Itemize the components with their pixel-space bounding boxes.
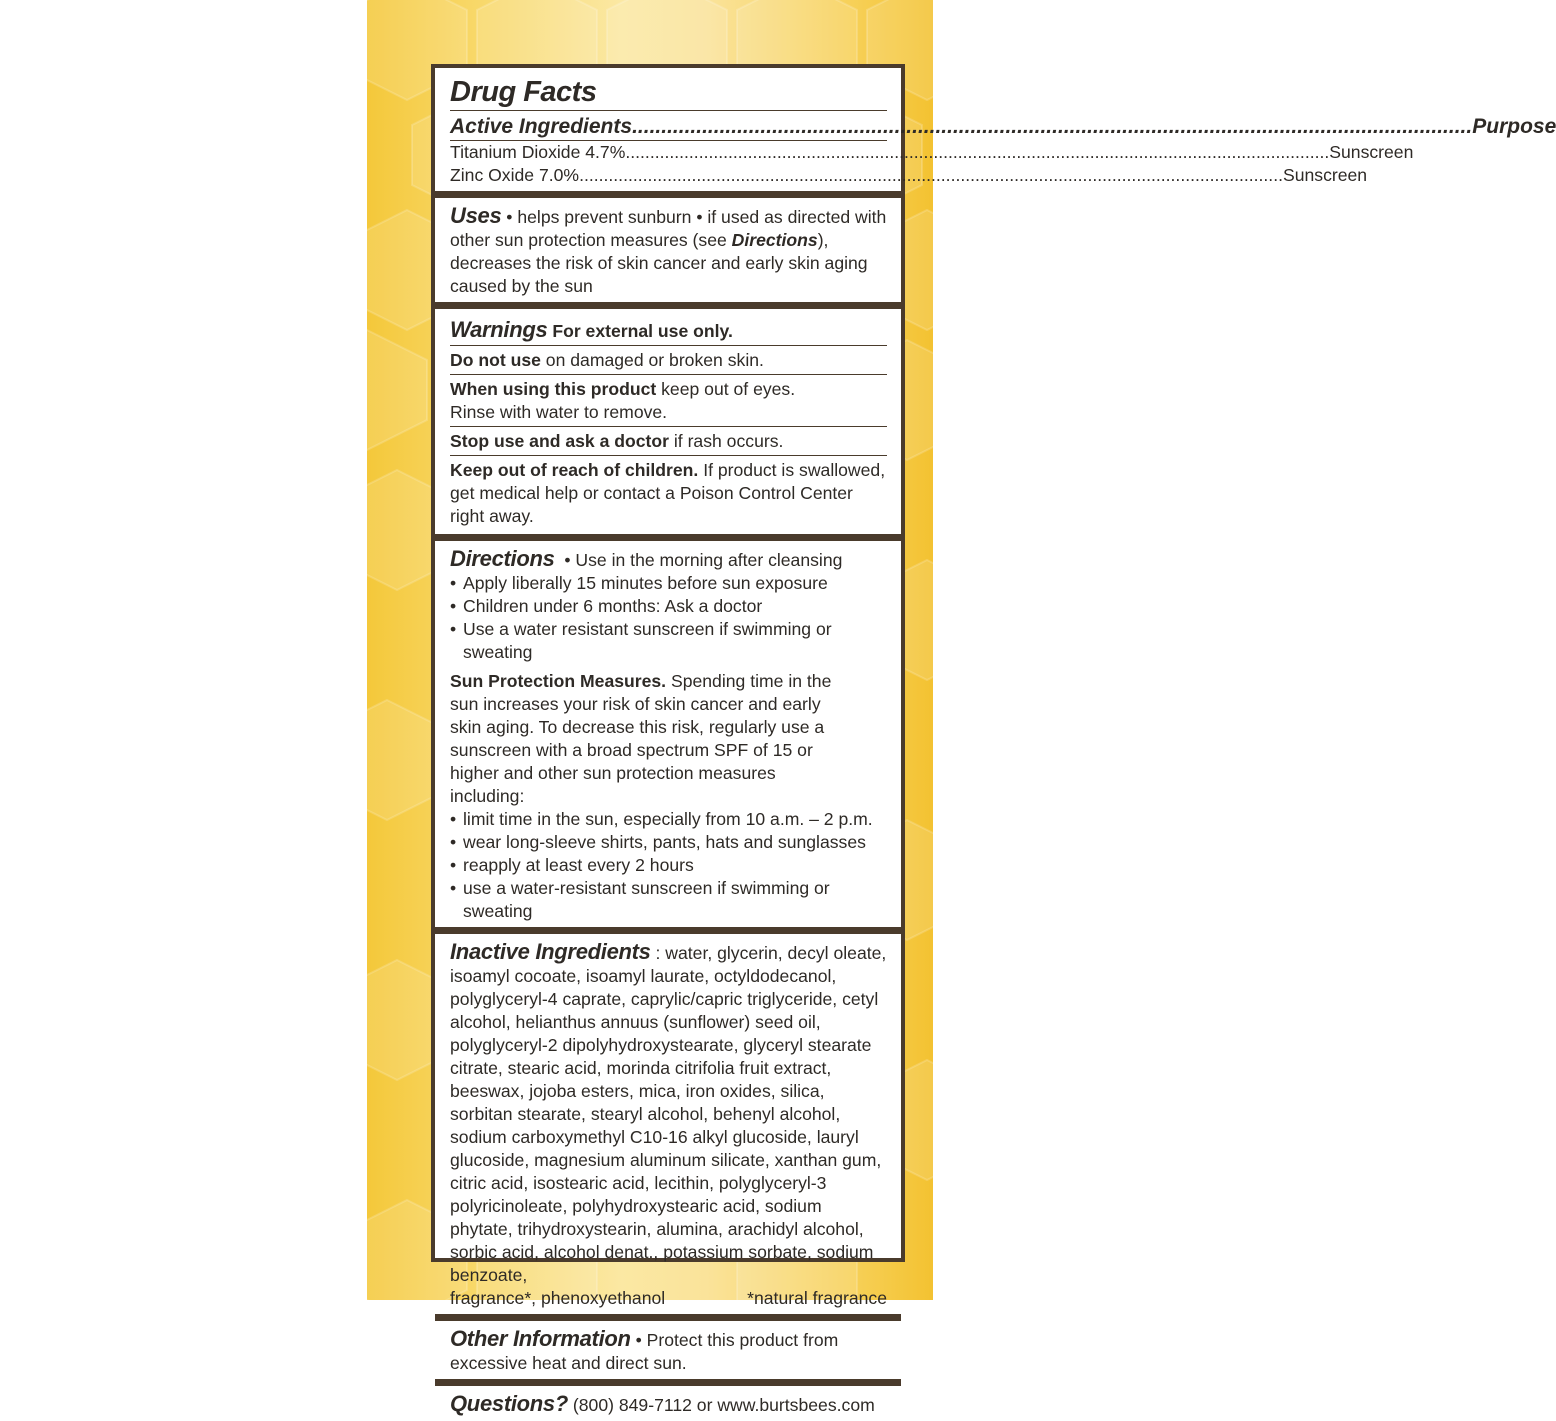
directions-list (450, 572, 887, 664)
spm-label: Sun Protection Measures. (450, 671, 667, 691)
rinse-text: Rinse with water to remove. (450, 402, 668, 422)
inactive-ingredients-section (435, 934, 901, 1321)
keep-out-label: Keep out of reach of children. (450, 460, 699, 480)
ingredient-name: Titanium Dioxide 4.7% (450, 142, 626, 162)
leader-dots (579, 164, 1283, 187)
other-text: • Protect this product from excessive heat and direct sun. (450, 1330, 839, 1373)
when-using-label: When using this product (450, 379, 657, 399)
natural-fragrance-note: *natural fragrance (747, 1288, 887, 1308)
directions-reference: Directions (731, 230, 818, 250)
keep-out-text: If product is swallowed, get medical help or contact a Poison Control Center right away. (450, 460, 886, 526)
active-ingredients-header (450, 111, 1556, 141)
stop-use-text: if rash occurs. (669, 431, 784, 451)
leader-dots (625, 141, 1329, 164)
when-using-text: keep out of eyes. (656, 379, 796, 399)
do-not-use-label: Do not use (450, 350, 541, 370)
inactive-heading: Inactive Ingredients (450, 939, 651, 964)
list-item: • limit time in the sun, especially from 10 a.m. – 2 p.m. (450, 808, 887, 831)
other-information-section (435, 1321, 901, 1386)
list-item: • reapply at least every 2 hours (450, 854, 887, 877)
stop-use-warning (450, 427, 887, 456)
leader-dots (632, 113, 1472, 140)
active-ingredients-heading: Active Ingredients (450, 115, 633, 138)
inactive-last-line (450, 1287, 887, 1310)
stop-use-label: Stop use and ask a doctor (450, 431, 669, 451)
active-ingredient-row (450, 164, 1368, 187)
spm-text: Spending time in the sun increases your risk of skin cancer and early skin aging. To decrease this risk, regularly use a sunscreen with a broad spectrum SPF of 15 or higher and other sun protection measures including: (450, 671, 832, 806)
ingredient-purpose: Sunscreen (1282, 165, 1368, 185)
questions-section (435, 1386, 901, 1421)
list-item: • Use a water resistant sunscreen if swimming or sweating (450, 618, 887, 664)
uses-text: • helps prevent sunburn • if used as directed with other sun protection measures (see (450, 207, 887, 250)
inactive-text: : water, glycerin, decyl oleate, isoamyl cocoate, isoamyl laurate, octyldodecanol, polyglyceryl-4 caprate, caprylic/capric triglyceride, cetyl alcohol, helianthus annuus (sunflower) seed oil, polyglyceryl-2 dipolyhydroxystearate, glyceryl stearate citrate, stearic acid, morinda citrifolia fruit extract, beeswax, jojoba esters, mica, iron oxides, silica, sorbitan stearate, stearyl alcohol, behenyl alcohol, sodium carboxymethyl C10-16 alkyl glucoside, lauryl glucoside, magnesium aluminum silicate, xanthan gum, citric acid, isostearic acid, lecithin, polyglyceryl-3 polyricinoleate, polyhydroxystearic acid, sodium phytate, trihydroxystearin, alumina, arachidyl alcohol, sorbic acid, alcohol denat., potassium sorbate, sodium benzoate, (450, 943, 887, 1285)
do-not-use-text: on damaged or broken skin. (540, 350, 764, 370)
warnings-section (435, 309, 901, 541)
sun-protection-measures (450, 670, 887, 808)
directions-section (435, 541, 901, 934)
list-item: • wear long-sleeve shirts, pants, hats and sunglasses (450, 831, 887, 854)
directions-header (450, 547, 887, 572)
drug-facts-title: Drug Facts (450, 70, 887, 111)
inactive-last: fragrance*, phenoxyethanol (450, 1288, 666, 1308)
purpose-heading: Purpose (1472, 115, 1556, 138)
list-item: • Children under 6 months: Ask a doctor (450, 595, 887, 618)
active-ingredient-row (450, 141, 1414, 164)
ingredient-name: Zinc Oxide 7.0% (450, 165, 580, 185)
warnings-header (450, 315, 887, 346)
uses-section (435, 198, 901, 309)
do-not-use-warning (450, 346, 887, 375)
questions-text: (800) 849-7112 or www.burtsbees.com (568, 1395, 875, 1415)
questions-heading: Questions? (450, 1391, 569, 1416)
spm-list (450, 808, 887, 923)
keep-out-warning (450, 456, 887, 530)
external-use-text: For external use only. (552, 321, 733, 341)
list-item: • use a water-resistant sunscreen if swimming or sweating (450, 877, 887, 923)
directions-heading: Directions (450, 546, 555, 571)
drug-facts-label (431, 64, 1556, 1416)
bullet: • (559, 550, 576, 570)
uses-heading: Uses (450, 203, 502, 228)
warnings-heading: Warnings (450, 317, 548, 342)
list-item: • Apply liberally 15 minutes before sun exposure (450, 572, 887, 595)
directions-first: Use in the morning after cleansing (575, 550, 843, 570)
active-ingredients-section (435, 68, 1556, 198)
uses-text-end: ), decreases the risk of skin cancer and early skin aging caused by the sun (450, 230, 868, 296)
ingredient-purpose: Sunscreen (1329, 142, 1414, 162)
other-heading: Other Information (450, 1326, 631, 1351)
when-using-warning (450, 375, 887, 427)
